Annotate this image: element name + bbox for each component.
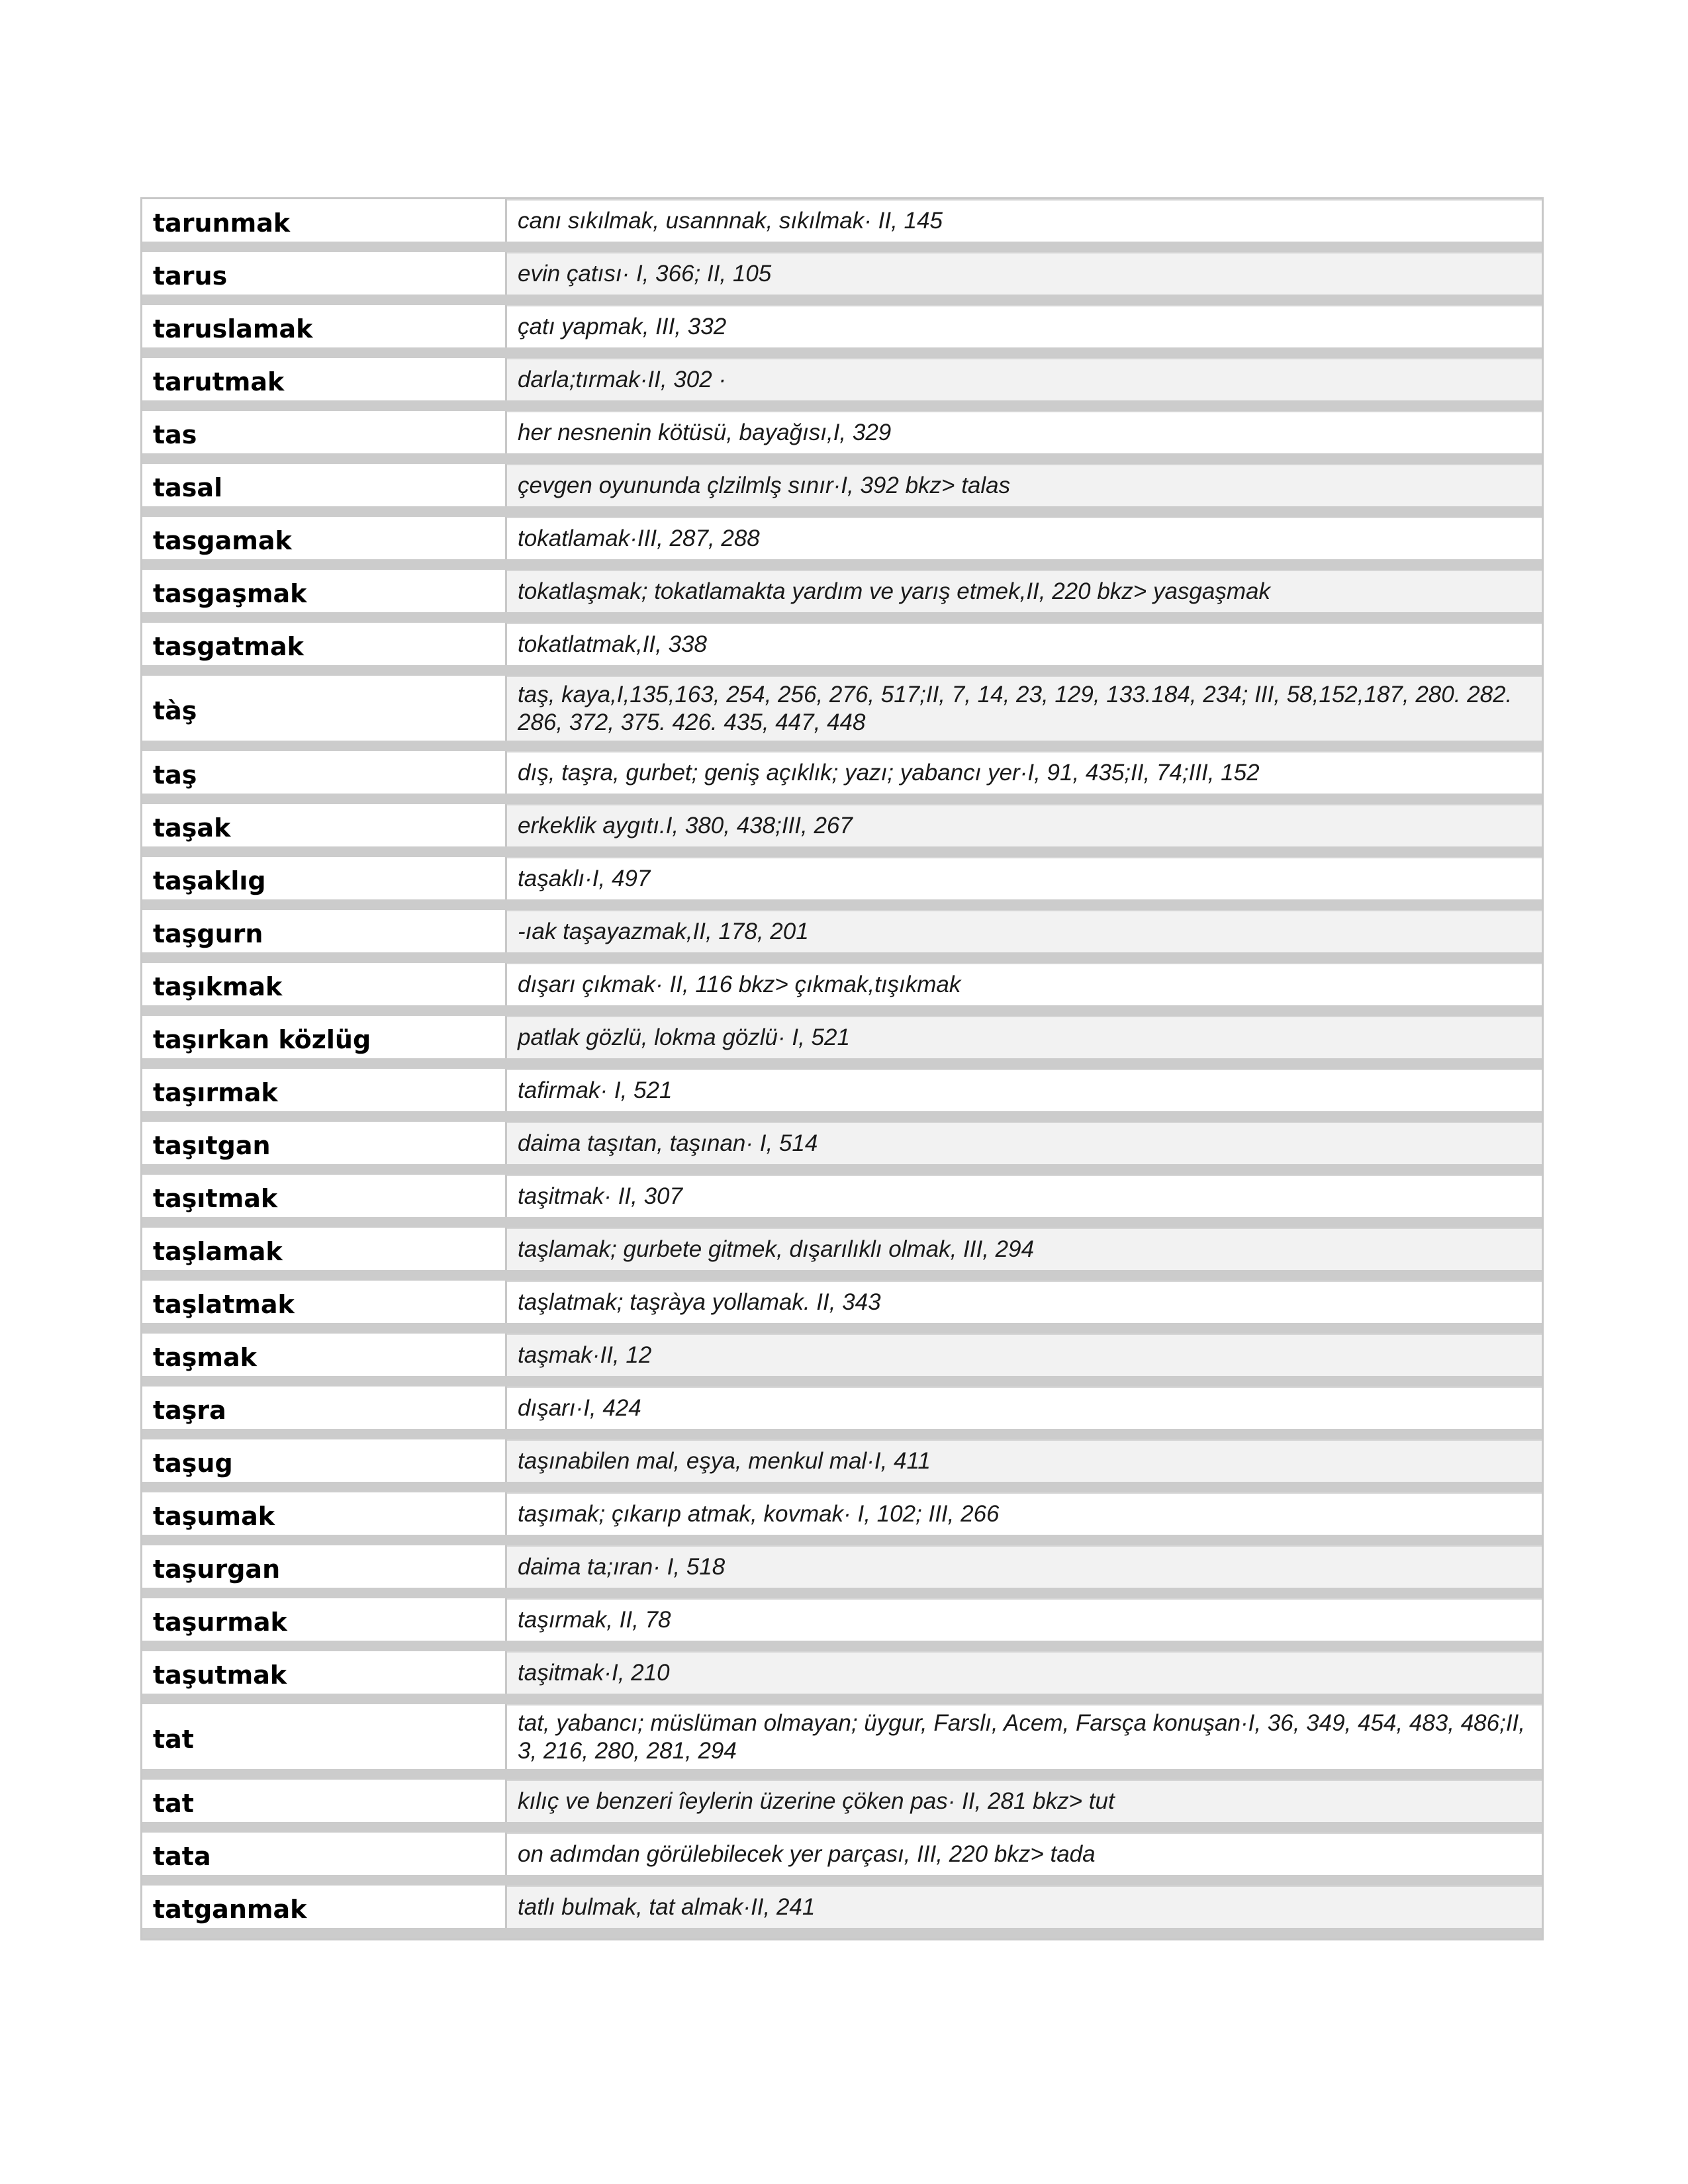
entry-term: taşıtmak: [142, 1175, 507, 1217]
table-row: [142, 1016, 1542, 1069]
table-row: [142, 252, 1542, 305]
table-row: [142, 1439, 1542, 1492]
table-row: [142, 199, 1542, 252]
entry-definition: daima taşıtan, taşınan· I, 514: [507, 1122, 1542, 1164]
entry-term: taşug: [142, 1439, 507, 1482]
entry-term: taşak: [142, 804, 507, 846]
table-row: [142, 1833, 1542, 1886]
entry-term: taruslamak: [142, 305, 507, 347]
entry-term: taşırkan közlüg: [142, 1016, 507, 1058]
table-row: [142, 1886, 1542, 1938]
entry-definition: tat, yabancı; müslüman olmayan; üygur, Farslı, Acem, Farsça konuşan·I, 36, 349, 454, 483, 486;II, 3, 216, 280, 281, 294: [507, 1704, 1542, 1769]
table-row: [142, 1228, 1542, 1281]
table-row: [142, 1387, 1542, 1439]
entry-term: tatganmak: [142, 1886, 507, 1928]
entry-term: tasgamak: [142, 517, 507, 559]
table-row: [142, 570, 1542, 623]
entry-definition: taşmak·II, 12: [507, 1334, 1542, 1376]
entry-term: taşaklıg: [142, 857, 507, 899]
entry-term: tarutmak: [142, 358, 507, 400]
entry-definition: her nesnenin kötüsü, bayağısı,I, 329: [507, 411, 1542, 453]
dictionary-table: [140, 197, 1544, 1940]
entry-term: taşurmak: [142, 1598, 507, 1641]
entry-term: taşurgan: [142, 1545, 507, 1588]
entry-definition: taşitmak· II, 307: [507, 1175, 1542, 1217]
entry-definition: dış, taşra, gurbet; geniş açıklık; yazı; yabancı yer·I, 91, 435;II, 74;III, 152: [507, 751, 1542, 794]
table-row: [142, 1651, 1542, 1704]
entry-term: tarunmak: [142, 199, 507, 242]
entry-definition: taşaklı·I, 497: [507, 857, 1542, 899]
entry-definition: taşitmak·I, 210: [507, 1651, 1542, 1694]
table-row: [142, 1334, 1542, 1387]
entry-definition: dışarı çıkmak· II, 116 bkz> çıkmak,tışıkmak: [507, 963, 1542, 1005]
entry-term: tas: [142, 411, 507, 453]
table-row: [142, 1598, 1542, 1651]
entry-term: tarus: [142, 252, 507, 295]
entry-term: tata: [142, 1833, 507, 1875]
entry-definition: tokatlatmak,II, 338: [507, 623, 1542, 665]
entry-term: tat: [142, 1704, 507, 1769]
entry-term: taşlamak: [142, 1228, 507, 1270]
entry-term: taşlatmak: [142, 1281, 507, 1323]
table-row: [142, 1281, 1542, 1334]
entry-definition: kılıç ve benzeri îeylerin üzerine çöken pas· II, 281 bkz> tut: [507, 1780, 1542, 1822]
table-row: [142, 623, 1542, 676]
entry-definition: patlak gözlü, lokma gözlü· I, 521: [507, 1016, 1542, 1058]
table-row: [142, 751, 1542, 804]
entry-definition: tatlı bulmak, tat almak·II, 241: [507, 1886, 1542, 1928]
table-row: [142, 1069, 1542, 1122]
table-row: [142, 464, 1542, 517]
entry-definition: tokatlamak·III, 287, 288: [507, 517, 1542, 559]
table-row: [142, 1780, 1542, 1833]
entry-definition: taşlatmak; taşràya yollamak. II, 343: [507, 1281, 1542, 1323]
entry-definition: daima ta;ıran· I, 518: [507, 1545, 1542, 1588]
entry-definition: taşlamak; gurbete gitmek, dışarılıklı olmak, III, 294: [507, 1228, 1542, 1270]
entry-term: taşgurn: [142, 910, 507, 952]
table-row: [142, 1175, 1542, 1228]
table-row: [142, 804, 1542, 857]
entry-definition: taşınabilen mal, eşya, menkul mal·I, 411: [507, 1439, 1542, 1482]
entry-term: taşmak: [142, 1334, 507, 1376]
entry-term: taşra: [142, 1387, 507, 1429]
entry-term: taşıtgan: [142, 1122, 507, 1164]
entry-term: tasgatmak: [142, 623, 507, 665]
table-row: [142, 857, 1542, 910]
entry-definition: on adımdan görülebilecek yer parçası, III, 220 bkz> tada: [507, 1833, 1542, 1875]
entry-definition: canı sıkılmak, usannnak, sıkılmak· II, 145: [507, 199, 1542, 242]
entry-definition: evin çatısı· I, 366; II, 105: [507, 252, 1542, 295]
entry-definition: tokatlaşmak; tokatlamakta yardım ve yarış etmek,II, 220 bkz> yasgaşmak: [507, 570, 1542, 612]
entry-definition: taşımak; çıkarıp atmak, kovmak· I, 102; III, 266: [507, 1492, 1542, 1535]
entry-term: tat: [142, 1780, 507, 1822]
table-row: [142, 358, 1542, 411]
entry-term: taş: [142, 751, 507, 794]
entry-definition: taş, kaya,I,135,163, 254, 256, 276, 517;II, 7, 14, 23, 129, 133.184, 234; III, 58,152,187, 280. 282. 286, 372, 375. 426. 435, 447, 448: [507, 676, 1542, 741]
entry-definition: çatı yapmak, III, 332: [507, 305, 1542, 347]
table-row: [142, 1704, 1542, 1780]
entry-term: tasal: [142, 464, 507, 506]
entry-definition: dışarı·I, 424: [507, 1387, 1542, 1429]
entry-definition: tafirmak· I, 521: [507, 1069, 1542, 1111]
entry-definition: taşırmak, II, 78: [507, 1598, 1542, 1641]
table-row: [142, 305, 1542, 358]
table-row: [142, 1122, 1542, 1175]
entry-definition: -ıak taşayazmak,II, 178, 201: [507, 910, 1542, 952]
table-row: [142, 411, 1542, 464]
entry-definition: darla;tırmak·II, 302 ·: [507, 358, 1542, 400]
table-row: [142, 1492, 1542, 1545]
entry-term: taşıkmak: [142, 963, 507, 1005]
table-row: [142, 1545, 1542, 1598]
entry-term: taşırmak: [142, 1069, 507, 1111]
entry-term: taşutmak: [142, 1651, 507, 1694]
entry-definition: çevgen oyununda çlzilmlş sınır·I, 392 bkz> talas: [507, 464, 1542, 506]
entry-definition: erkeklik aygıtı.I, 380, 438;III, 267: [507, 804, 1542, 846]
table-row: [142, 676, 1542, 751]
table-row: [142, 910, 1542, 963]
entry-term: tàş: [142, 676, 507, 741]
table-row: [142, 517, 1542, 570]
table-row: [142, 963, 1542, 1016]
entry-term: taşumak: [142, 1492, 507, 1535]
entry-term: tasgaşmak: [142, 570, 507, 612]
